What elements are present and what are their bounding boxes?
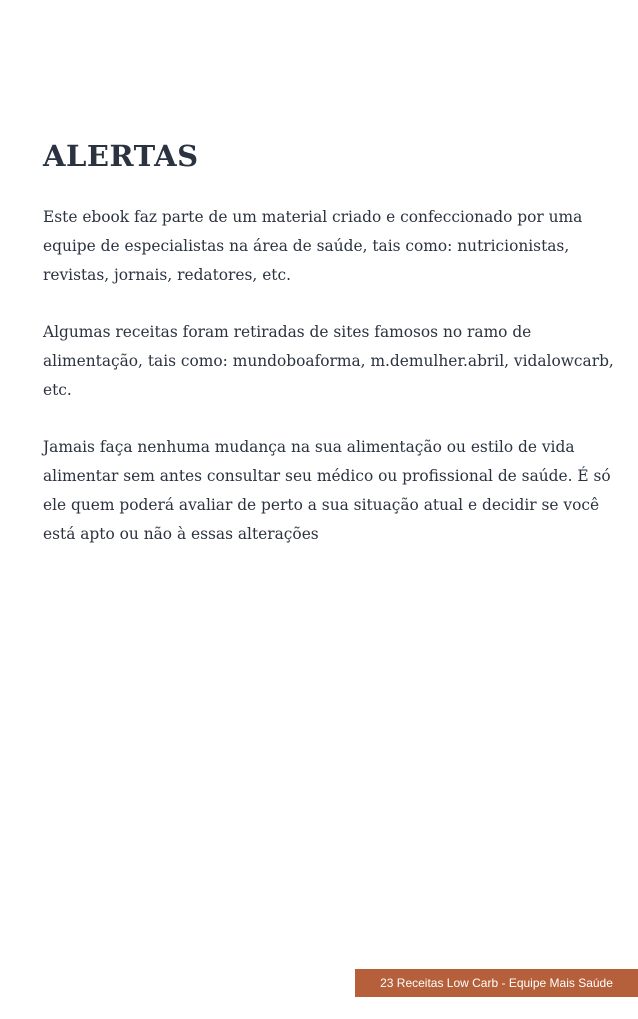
- paragraph-medical-warning: Jamais faça nenhuma mudança na sua alimentação ou estilo de vida alimentar sem antes consultar seu médico ou profissional de saúde. É só ele quem poderá avaliar de perto a sua situação atual e decidir se você está apto ou não à essas alterações: [43, 438, 611, 543]
- paragraph-recipe-sources: Algumas receitas foram retiradas de sites famosos no ramo de alimentação, tais como: mundoboaforma, m.demulher.abril, vidalowcarb, etc.: [43, 323, 614, 399]
- footer-banner: [355, 969, 638, 997]
- page-title: ALERTAS: [43, 139, 199, 173]
- body-text: [43, 203, 623, 577]
- footer-label: 23 Receitas Low Carb - Equipe Mais Saúde: [380, 976, 613, 990]
- paragraph-ebook-origin: Este ebook faz parte de um material criado e confeccionado por uma equipe de especialistas na área de saúde, tais como: nutricionistas, revistas, jornais, redatores, etc.: [43, 208, 583, 284]
